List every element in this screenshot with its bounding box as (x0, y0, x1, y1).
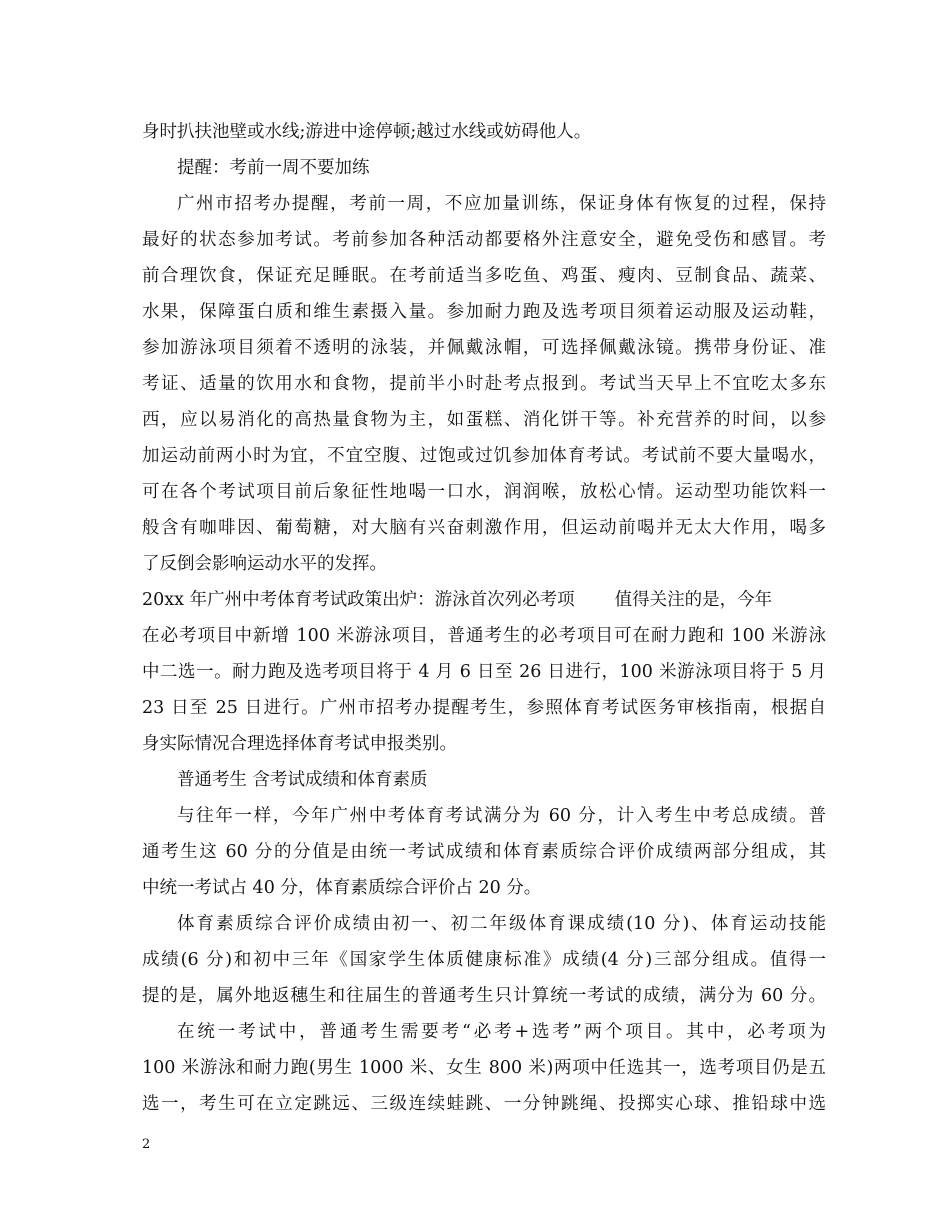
text-line: 在统一考试中，普通考生需要考“必考+选考”两个项目。其中，必考项为 (177, 1022, 826, 1042)
section-heading: 提醒：考前一周不要加练 (177, 158, 370, 178)
section-heading: 普通考生 含考试成绩和体育素质 (177, 770, 428, 790)
news-headline: 20xx 年广州中考体育考试政策出炉：游泳首次列必考项 (142, 590, 575, 610)
text-line: 成绩(6 分)和初中三年《国家学生体质健康标准》成绩(4 分)三部分组成。值得一 (142, 950, 826, 970)
text-line: 参加游泳项目须着不透明的泳装，并佩戴泳帽，可选择佩戴泳镜。携带身份证、准 (142, 338, 826, 358)
text-line: 中二选一。耐力跑及选考项目将于 4 月 6 日至 26 日进行，100 米游泳项目将于 5 月 (142, 662, 826, 682)
text-line: 加运动前两小时为宜，不宜空腹、过饱或过饥参加体育考试。考试前不要大量喝水， (142, 446, 826, 466)
text-line: 选一，考生可在立定跳远、三级连续蛙跳、一分钟跳绳、投掷实心球、推铅球中选 (142, 1094, 826, 1114)
text-line: 体育素质综合评价成绩由初一、初二年级体育课成绩(10 分)、体育运动技能 (177, 914, 826, 934)
text-line: 前合理饮食，保证充足睡眠。在考前适当多吃鱼、鸡蛋、瘦肉、豆制食品、蔬菜、 (142, 266, 826, 286)
text-line: 了反倒会影响运动水平的发挥。 (142, 554, 387, 574)
text-line: 身实际情况合理选择体育考试申报类别。 (142, 734, 457, 754)
document-body (142, 114, 826, 1122)
text-line: 与往年一样，今年广州中考体育考试满分为 60 分，计入考生中考总成绩。普 (177, 806, 826, 826)
text-line: 般含有咖啡因、葡萄糖，对大脑有兴奋刺激作用，但运动前喝并无太大作用，喝多 (142, 518, 826, 538)
text-line: 中统一考试占 40 分，体育素质综合评价占 20 分。 (142, 878, 542, 898)
page-number: 2 (142, 1137, 151, 1152)
text-line: 水果，保障蛋白质和维生素摄入量。参加耐力跑及选考项目须着运动服及运动鞋， (142, 302, 826, 322)
text-line: 提的是，属外地返穗生和往届生的普通考生只计算统一考试的成绩，满分为 60 分。 (142, 986, 826, 1006)
text-line: 广州市招考办提醒，考前一周，不应加量训练，保证身体有恢复的过程，保持 (177, 194, 826, 214)
text-line: 西，应以易消化的高热量食物为主，如蛋糕、消化饼干等。补充营养的时间，以参 (142, 410, 826, 430)
text-line: 考证、适量的饮用水和食物，提前半小时赴考点报到。考试当天早上不宜吃太多东 (142, 374, 826, 394)
text-line: 100 米游泳和耐力跑(男生 1000 米、女生 800 米)两项中任选其一，选考项目仍是五 (142, 1058, 826, 1078)
text-line: 身时扒扶池壁或水线;游进中途停顿;越过水线或妨碍他人。 (142, 122, 592, 142)
text-line: 可在各个考试项目前后象征性地喝一口水，润润喉，放松心情。运动型功能饮料一 (142, 482, 826, 502)
headline-line (142, 582, 826, 618)
text-line: 在必考项目中新增 100 米游泳项目，普通考生的必考项目可在耐力跑和 100 米游泳 (142, 626, 826, 646)
text-line: 23 日至 25 日进行。广州市招考办提醒考生，参照体育考试医务审核指南，根据自 (142, 698, 826, 718)
text-line: 最好的状态参加考试。考前参加各种活动都要格外注意安全，避免受伤和感冒。考 (142, 230, 826, 250)
text-line: 通考生这 60 分的分值是由统一考试成绩和体育素质综合评价成绩两部分组成，其 (142, 842, 826, 862)
headline-continuation: 值得关注的是，今年 (614, 590, 773, 610)
